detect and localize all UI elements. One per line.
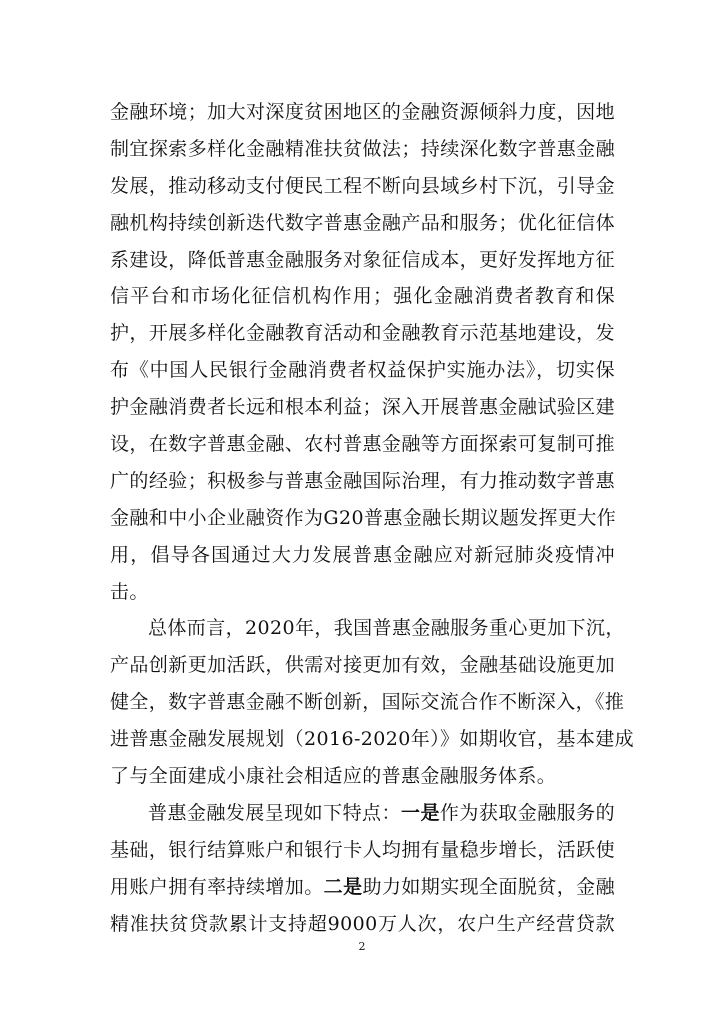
paragraph-3-line-1-lead: 普惠金融发展呈现如下特点： [148, 801, 401, 824]
paragraph-2-line-4: 进普惠金融发展规划（2016-2020年）》如期收官，基本建成 [110, 728, 635, 751]
paragraph-1-line-3: 发展，推动移动支付便民工程不断向县域乡村下沉，引导金 [110, 174, 615, 197]
paragraph-2-line-2: 产品创新更加活跃，供需对接更加有效，金融基础设施更加 [110, 654, 615, 677]
paragraph-1-line-14: 击。 [110, 580, 149, 603]
paragraph-2-line-3: 健全，数字普惠金融不断创新，国际交流合作不断深入，《推 [110, 691, 625, 714]
paragraph-1-line-10: 设，在数字普惠金融、农村普惠金融等方面探索可复制可推 [110, 433, 615, 456]
body-text [110, 94, 635, 942]
paragraph-1-line-13: 用，倡导各国通过大力发展普惠金融应对新冠肺炎疫情冲 [110, 543, 615, 566]
paragraph-3-line-3-tail: 助力如期实现全面脱贫，金融 [362, 875, 615, 898]
paragraph-1-line-5: 系建设，降低普惠金融服务对象征信成本，更好发挥地方征 [110, 248, 615, 271]
paragraph-3-line-1 [110, 795, 615, 832]
paragraph-1-line-12: 金融和中小企业融资作为G20普惠金融长期议题发挥更大作 [110, 506, 617, 529]
paragraph-3-line-3-lead: 用账户拥有率持续增加。 [110, 875, 324, 898]
paragraph-3-line-3 [110, 869, 615, 906]
paragraph-3-line-1-tail: 作为获取金融服务的 [439, 801, 615, 824]
point-two-label: 二是 [323, 875, 363, 898]
paragraph-1-line-1: 金融环境；加大对深度贫困地区的金融资源倾斜力度，因地 [110, 101, 615, 123]
paragraph-1-line-4: 融机构持续创新迭代数字普惠金融产品和服务；优化征信体 [110, 211, 615, 234]
paragraph-1-line-6: 信平台和市场化征信机构作用；强化金融消费者教育和保 [110, 285, 615, 308]
paragraph-3-line-2: 基础，银行结算账户和银行卡人均拥有量稳步增长，活跃使 [110, 838, 615, 861]
paragraph-1-line-7: 护，开展多样化金融教育活动和金融教育示范基地建设，发 [110, 322, 615, 345]
paragraph-1-line-8: 布《中国人民银行金融消费者权益保护实施办法》，切实保 [110, 359, 615, 382]
paragraph-1-line-11: 广的经验；积极参与普惠金融国际治理，有力推动数字普惠 [110, 469, 615, 492]
paragraph-2-line-1: 总体而言，2020年，我国普惠金融服务重心更加下沉， [148, 617, 625, 640]
paragraph-1-line-2: 制宜探索多样化金融精准扶贫做法；持续深化数字普惠金融 [110, 137, 615, 160]
paragraph-1-line-9: 护金融消费者长远和根本利益；深入开展普惠金融试验区建 [110, 396, 615, 419]
page-number: 2 [358, 940, 366, 953]
paragraph-3-line-4: 精准扶贫贷款累计支持超9000万人次，农户生产经营贷款 [110, 912, 615, 935]
paragraph-2-line-5: 了与全面建成小康社会相适应的普惠金融服务体系。 [110, 765, 557, 788]
point-one-label: 一是 [400, 801, 440, 824]
